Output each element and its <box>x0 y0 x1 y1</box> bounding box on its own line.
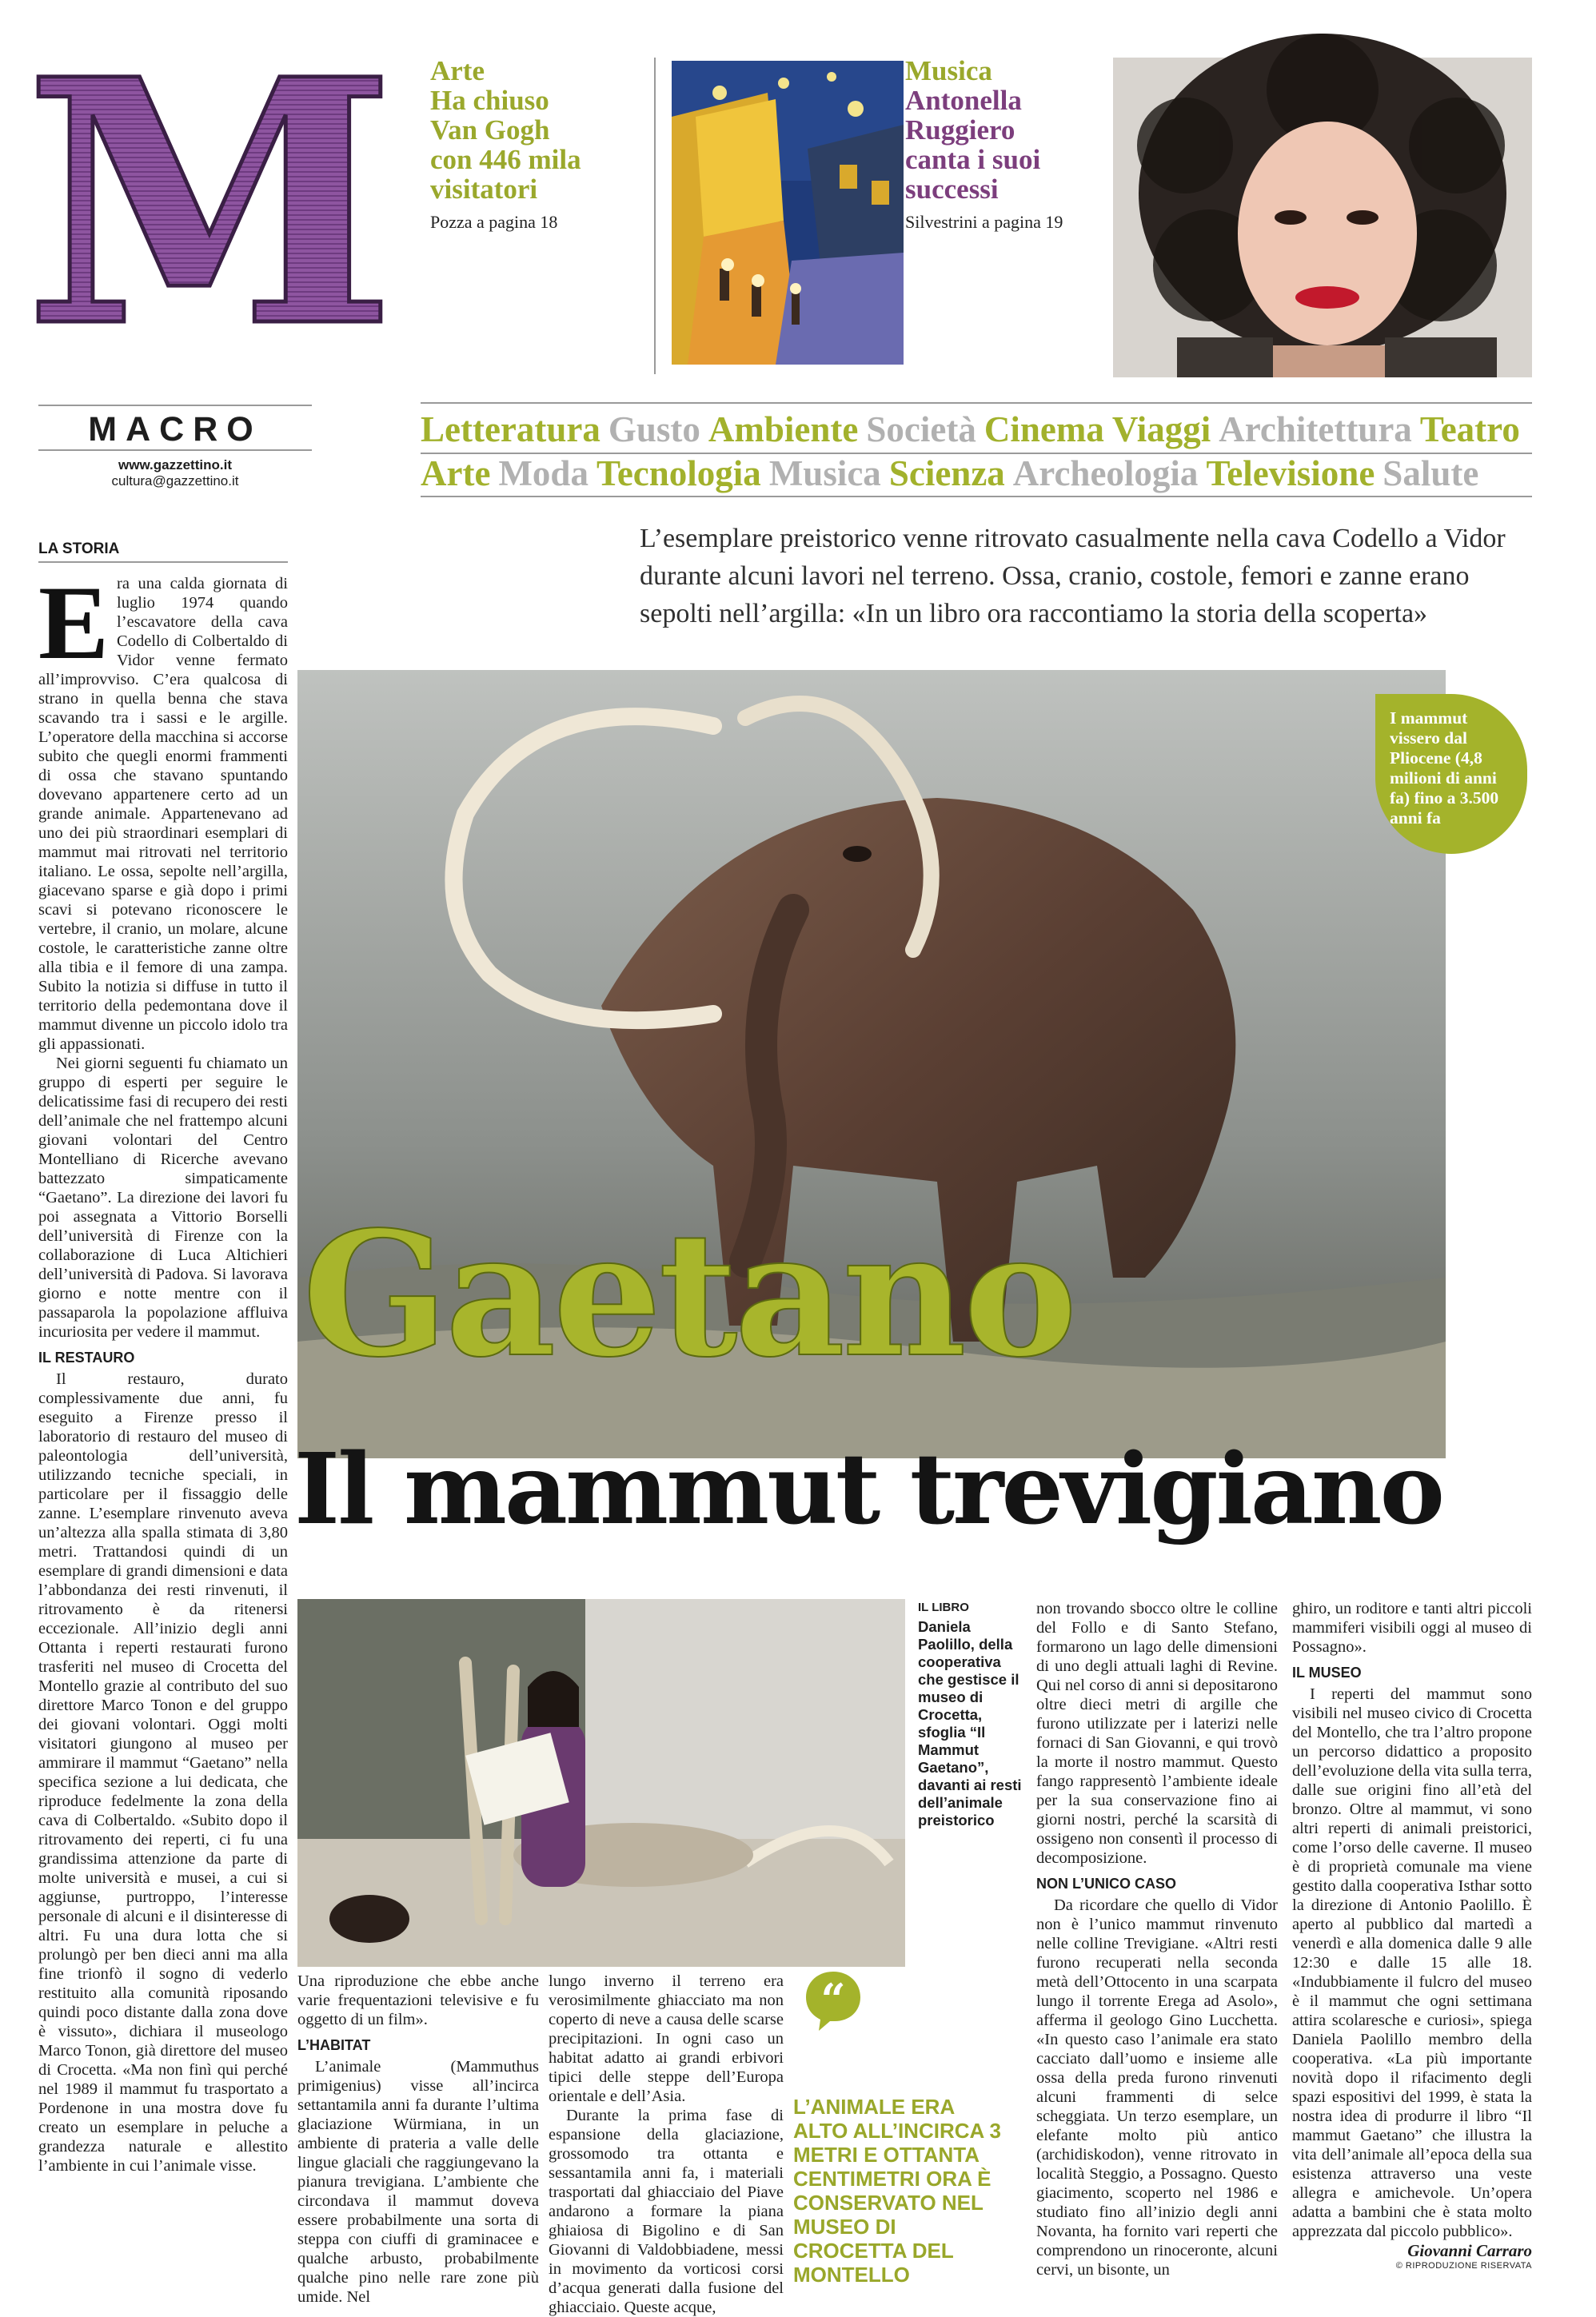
body-text <box>1292 1599 1532 1657</box>
column-6 <box>1292 1599 1532 2271</box>
category-link[interactable]: Ambiente <box>708 409 859 449</box>
subhead: IL MUSEO <box>1292 1665 1362 1681</box>
antonella-ruggiero-photo <box>1113 58 1532 377</box>
teaser-tag: Musica <box>905 55 992 86</box>
body-text <box>1292 1685 1532 2241</box>
category-link[interactable]: Gusto <box>608 409 700 449</box>
author-signature: Giovanni Carraro <box>1407 2241 1532 2260</box>
column-2 <box>297 1972 539 2307</box>
paragraph: L’animale (Mammuthus primigenius) visse all’incirca settantamila anni fa durante l’ultima glaciazione Würmiana, in un ambiente di prateria a valle delle lingue glaciali che raggiungevano la pianura trevigiana. L’ambiente che circondava il mammut doveva essere probabilmente una sorta di steppa con ciuffi di graminacee e qualche arbusto, probabilmente qualche pino nelle rare zone più umide. Nel <box>297 2058 539 2306</box>
body-text <box>297 1972 539 2029</box>
teaser-tag: Arte <box>430 55 485 86</box>
categories-row-1 <box>421 405 1532 453</box>
category-link[interactable]: Letteratura <box>421 409 600 449</box>
website-link[interactable]: www.gazzettino.it <box>118 457 232 473</box>
section-label: LA STORIA <box>38 540 288 563</box>
teaser-byline: Silvestrini a pagina 19 <box>905 212 1063 232</box>
column-5 <box>1036 1599 1278 2279</box>
teaser-title[interactable]: Ha chiuso Van Gogh con 446 mila visitatori <box>430 85 581 205</box>
museum-photo <box>297 1599 905 1967</box>
category-link[interactable]: Società <box>866 409 976 449</box>
headline: Il mammut trevigiano <box>294 1431 1442 1546</box>
paragraph: Nei giorni seguenti fu chiamato un gruppo di esperti per seguire le delicatissime fasi di recupero dei resti dell’animale che nel frattempo alcuni giovani volontari del Centro Montelliano di Ricerche avevano battezzato simpaticamente “Gaetano”. La direzione dei lavori fu poi assegnata a Vittorio Borselli dell’università di Firenze con la collaborazione di Luca Altichieri dell’università di Padova. Si lavorava giorno e notte mentre con il passaparola la popolazione affluiva incuriosita per vedere il mammut. <box>38 1055 288 1341</box>
body-text <box>549 1972 784 2317</box>
column-3 <box>549 1972 784 2317</box>
van-gogh-painting <box>672 61 904 365</box>
teaser-title[interactable]: Antonella Ruggiero canta i suoi successi <box>905 85 1041 205</box>
pull-quote: L’ANIMALE ERA ALTO ALL’INCIRCA 3 METRI E OTTANTA CENTIMETRI ORA È CONSERVATO NEL MUSEO DI CROCETTA DEL MONTELLO <box>793 2095 1001 2287</box>
body-text <box>1036 1896 1278 2279</box>
copyright: © RIPRODUZIONE RISERVATA <box>1395 2261 1532 2271</box>
paragraph: Da ricordare che quello di Vidor non è l’unico mammut rinvenuto nelle colline Trevigiane. «Altri resti furono recuperati nella seconda metà dell’Ottocento in una scarpata lungo il torrente Erega ad Asolo», afferma il geologo Gino Lucchetta. «In questo caso l’animale era stato cacciato dall’uomo e insieme alle ossa della preda furono rinvenuti alcuni frammenti di selce scheggiata. Un terzo esemplare, un elefante molto più antico (archidiskodon), venne ritrovato in località Steggio, a Possagno. Questo giacimento, scoperto nel 1986 e studiato fino all’inizio degli anni Novanta, ha fornito vari reperti che comprendono un rinoceronte, alcuni cervi, un bisonte, un <box>1036 1896 1278 2279</box>
divider <box>421 496 1532 497</box>
site-contacts <box>38 457 312 489</box>
category-link[interactable]: Scienza <box>888 453 1005 493</box>
svg-text:M: M <box>24 7 397 401</box>
photo-caption <box>918 1599 1022 1829</box>
article-deck: L’esemplare preistorico venne ritrovato casualmente nella cava Codello a Vidor durante alcuni lavori nel terreno. Ossa, cranio, costole, femori e zanne erano sepolti nell’argilla: «In un libro ora raccontiamo la storia della scoperta» <box>640 524 1506 628</box>
category-link[interactable]: Arte <box>421 453 491 493</box>
paragraph: lungo inverno il terreno era verosimilmente ghiacciato ma non coperto di neve a causa delle scarse precipitazioni. In ogni caso un habitat adatto ai grandi erbivori tipici delle steppe dell’Europa orientale e dell’Asia. <box>549 1972 784 2105</box>
paragraph: Il restauro, durato complessivamente due anni, fu eseguito a Firenze presso il laboratorio di restauro del museo di paleontologia dell’università, utilizzando tecniche speciali, in particolare per il fissaggio delle zanne. L’esemplare rinvenuto aveva un’altezza alla spalla stimata di 3,80 metri. Trattandosi quindi di un esemplare di grandi dimensioni e data l’abbondanza dei resti rinvenuti, il ritrovamento è da ritenersi eccezionale. All’inizio degli anni Ottanta i reperti restaurati furono trasferiti nel museo di Crocetta del Montello grazie al contributo del suo direttore Marco Tonon e del gruppo dei giovani volontari. Oggi molti visitatori giungono al museo per ammirare il mammut “Gaetano” nella specifica sezione a lui dedicata, che riproduce fedelmente la zona della cava di Colbertaldo. «Subito dopo il ritrovamento dei reperti, ci fu una grandissima attenzione da parte di molte università e musei, a cui si aggiunse, purtroppo, l’interesse personale di alcuni e il disinteresse di altri. Fu una dura lotta che si prolungò per ben dieci anni ma alla fine trionfò il sogno di vederlo restituito alla comunità riposando quindi poco distante dalla zona dove è vissuto», dichiara il museologo Marco Tonon, già direttore del museo di Crocetta. «Ma non finì qui perché nel 1989 il mammut fu trasportato a Pordenone in una mostra dove fu creato un esemplare in peluche a grandezza naturale e allestito l’ambiente in cui l’animale visse. <box>38 1370 288 2175</box>
macro-logo <box>24 7 397 401</box>
teaser-musica[interactable] <box>905 56 1081 233</box>
category-link[interactable]: Televisione <box>1206 453 1375 493</box>
section-name: MACRO <box>38 405 312 451</box>
divider <box>421 402 1532 404</box>
teaser-arte[interactable] <box>430 56 590 233</box>
dropcap: E <box>38 564 110 681</box>
svg-text:“: “ <box>820 1974 846 2025</box>
quote-icon <box>803 1968 864 2032</box>
category-link[interactable]: Viaggi <box>1111 409 1211 449</box>
caption-label: IL LIBRO <box>918 1601 969 1614</box>
paragraph: I reperti del mammut sono visibili nel museo civico di Crocetta del Montello, che tra l’altro propone un percorso didattico a proposito dell’evoluzione della vita sulla terra, dalle sue origini fino all’età del bronzo. Oltre al mammut, vi sono altri reperti di animali preistorici, come l’orso delle caverne. Il museo è di proprietà comunale ma viene gestito dalla cooperativa Isthar sotto la direzione di Antonio Paolillo. È aperto al pubblico dal martedì a venerdì e alla domenica dalle 9 alle 12:30 e dalle 15 alle 18. «Indubbiamente il fulcro del museo è il mammut che ogni settimana attira scolaresche e curiosi», spiega Daniela Paolillo membro della cooperativa. «La più importante novità dopo il rifacimento degli spazi espositivi del 1999, è stata la nostra idea di produrre il libro “Il mammut Gaetano” che illustra la vita dell’animale all’epoca della sua esistenza attraverso una veste allegra e amichevole. Un’opera adatta a bambini che è stata molto apprezzata dal piccolo pubblico». <box>1292 1685 1532 2240</box>
subhead: IL RESTAURO <box>38 1350 135 1366</box>
caption-text: Daniela Paolillo, della cooperativa che gestisce il museo di Crocetta, sfoglia “Il Mammut Gaetano”, davanti ai resti dell’animale preistorico <box>918 1618 1022 1828</box>
paragraph: non trovando sbocco oltre le colline del Follo e di Santo Stefano, formarono un lago delle dimensioni di uno degli attuali laghi di Revine. Qui nel corso di anni si depositarono oltre dieci metri di argille che furono utilizzate per i laterizi nelle fornaci di San Giovanni, e qui trovò la morte il nostro mammut. Questo fango rappresentò l’ambiente ideale per la sua conservazione fino ai giorni nostri, perché la scarsità di ossigeno non consentì il processo di decomposizione. <box>1036 1600 1278 1867</box>
category-link[interactable]: Salute <box>1383 453 1479 493</box>
category-link[interactable]: Tecnologia <box>596 453 761 493</box>
paragraph: ghiro, un roditore e tanti altri piccoli mammiferi visibili oggi al museo di Possagno». <box>1292 1600 1532 1656</box>
category-link[interactable]: Cinema <box>984 409 1104 449</box>
subhead: NON L’UNICO CASO <box>1036 1876 1177 1892</box>
column-1 <box>38 540 288 2175</box>
category-link[interactable]: Musica <box>768 453 881 493</box>
body-text <box>38 564 288 1342</box>
subhead: L’HABITAT <box>297 2037 371 2053</box>
paragraph: Durante la prima fase di espansione della glaciazione, grossomodo tra ottanta e sessantamila anni fa, i materiali trasportati dal ghiacciaio del Piave andarono a formare la piana ghiaiosa di Bigolino e di San Giovanni di Valdobbiadene, messi in movimento da vorticosi corsi d’acqua generati dalla fusione del ghiacciaio. Queste acque, <box>549 2107 784 2316</box>
email-link[interactable]: cultura@gazzettino.it <box>111 473 239 489</box>
body-text <box>1036 1599 1278 1868</box>
paragraph: Una riproduzione che ebbe anche varie frequentazioni televisive e fu oggetto di un film». <box>297 1972 539 2028</box>
paragraph: ra una calda giornata di luglio 1974 quando l’escavatore della cava Codello di Colbertaldo di Vidor venne fermato all’improvviso. C’era qualcosa di strano in quella benna che stava scavando tra i sassi e le argille. L’operatore della macchina si accorse subito che quegli enormi frammenti di ossa che stavano spuntando dovevano appartenere certo ad un grande animale. Appartenevano ad uno dei più straordinari esemplari di mammut mai ritrovati nel territorio italiano. Le ossa, sepolte nell’argilla, giacevano sparse e già dopo i primi scavi si potevano riconoscere le vertebre, il cranio, un molare, alcune costole, le caratteristiche zanne oltre alla tibia e il femore di una zampa. Subito la notizia si diffuse in tutto il territorio della pedemontana dove il mammut divenne un piccolo idolo tra gli appassionati. <box>38 575 288 1053</box>
body-text <box>38 1370 288 2175</box>
categories-row-2 <box>421 449 1532 497</box>
teaser-byline: Pozza a pagina 18 <box>430 212 558 232</box>
category-link[interactable]: Moda <box>498 453 589 493</box>
divider <box>654 58 656 374</box>
category-link[interactable]: Archeologia <box>1012 453 1199 493</box>
info-bubble: I mammut vissero dal Pliocene (4,8 milioni di anni fa) fino a 3.500 anni fa <box>1375 694 1527 854</box>
category-link[interactable]: Teatro <box>1419 409 1520 449</box>
title-gaetano: Gaetano <box>302 1194 1075 1395</box>
category-link[interactable]: Architettura <box>1219 409 1412 449</box>
body-text <box>297 2057 539 2307</box>
